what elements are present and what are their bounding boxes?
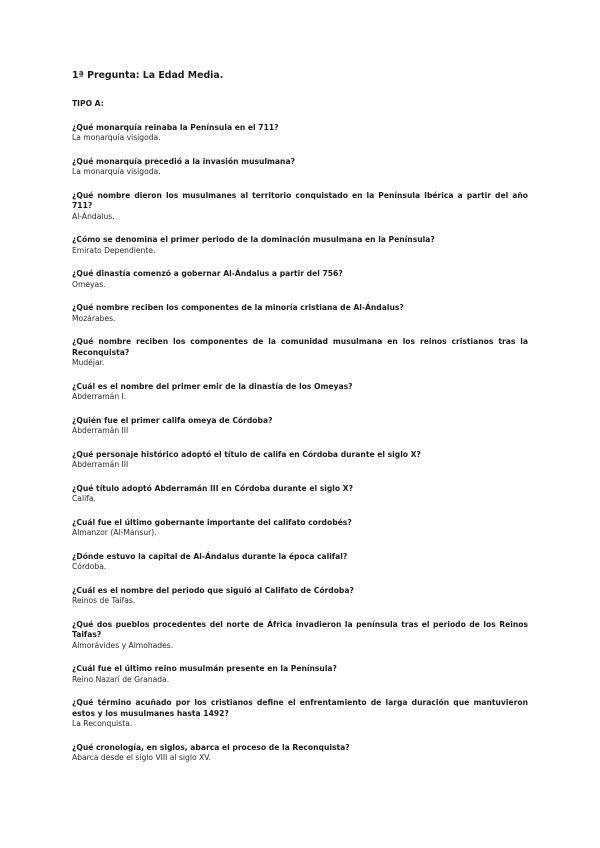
qa-item (72, 484, 528, 505)
answer: La monarquía visigoda. (72, 167, 161, 177)
answer: Omeyas. (72, 279, 106, 289)
question: ¿Qué nombre reciben los componentes de la minoría cristiana de Al-Ándalus? (72, 303, 404, 313)
qa-item (72, 123, 528, 144)
question: ¿Qué nombre dieron los musulmanes al territorio conquistado en la Península Ibérica a partir del año 711? (72, 191, 528, 211)
question: ¿Qué dos pueblos procedentes del norte de África invadieron la península tras el periodo de los Reinos Taifas? (72, 619, 528, 640)
answer: Mozárabes. (72, 313, 116, 323)
qa-item (72, 664, 528, 685)
qa-item (72, 382, 528, 403)
answer: Mudéjar. (72, 358, 105, 368)
answer: Córdoba. (72, 562, 107, 572)
question: ¿Qué monarquía precedió a la invasión musulmana? (72, 157, 295, 166)
answer: Emirato Dependiente. (72, 245, 156, 255)
answer: Abderramán III (72, 426, 129, 436)
question: ¿Cuál es el nombre del primer emir de la dinastía de los Omeyas? (72, 381, 353, 391)
answer: Reino Nazarí de Granada. (72, 674, 170, 684)
answer: Reinos de Taifas. (72, 596, 136, 606)
question: ¿Cómo se denomina el primer periodo de la dominación musulmana en la Península? (72, 235, 435, 245)
question: ¿Qué cronología, en siglos, abarca el proceso de la Reconquista? (72, 742, 350, 752)
answer: Califa. (72, 494, 96, 504)
qa-item (72, 157, 528, 178)
qa-item (72, 269, 528, 290)
qa-item (72, 552, 528, 573)
answer: Abderramán III (72, 460, 129, 470)
document-title: 1ª Pregunta: La Edad Media. (72, 70, 224, 81)
question: ¿Cuál fue el último reino musulmán presente en la Península? (72, 664, 337, 674)
answer: Almanzor (Al-Mansur). (72, 528, 157, 538)
qa-item (72, 235, 528, 256)
document-page (72, 70, 528, 777)
question: ¿Qué monarquía reinaba la Península en el 711? (72, 123, 279, 132)
qa-item (72, 698, 528, 729)
question: ¿Quién fue el primer califa omeya de Córdoba? (72, 415, 273, 425)
question: ¿Qué nombre reciben los componentes de la comunidad musulmana en los reinos cristianos tras la Reconquista? (72, 337, 528, 357)
qa-item (72, 743, 528, 764)
answer: Abarca desde el siglo VIII al siglo XV. (72, 753, 211, 763)
qa-item (72, 303, 528, 324)
section-heading: TIPO A: (72, 99, 104, 108)
question: ¿Dónde estuvo la capital de Al-Ándalus durante la época califal? (72, 551, 348, 561)
question: ¿Cuál fue el último gobernante importante del califato cordobés? (72, 517, 352, 527)
qa-item (72, 620, 528, 651)
answer: La Reconquista. (72, 719, 133, 729)
question: ¿Cuál es el nombre del periodo que siguió al Califato de Córdoba? (72, 585, 354, 595)
qa-item (72, 416, 528, 437)
question: ¿Qué dinastía comenzó a gobernar Al-Ándalus a partir del 756? (72, 269, 343, 279)
question: ¿Qué personaje histórico adoptó el título de califa en Córdoba durante el siglo X? (72, 449, 421, 459)
answer: La monarquía visigoda. (72, 133, 161, 143)
answer: Almorávides y Almohades. (72, 640, 174, 650)
qa-item (72, 191, 528, 222)
answer: Abderramán I. (72, 392, 127, 402)
qa-item (72, 337, 528, 368)
qa-item (72, 586, 528, 607)
question: ¿Qué término acuñado por los cristianos define el enfrentamiento de larga duración que mantuvieron estos y los musulmanes hasta 1492? (72, 698, 528, 718)
qa-item (72, 450, 528, 471)
answer: Al-Ándalus. (72, 211, 115, 221)
qa-item (72, 518, 528, 539)
question: ¿Qué título adoptó Abderramán III en Córdoba durante el siglo X? (72, 483, 354, 493)
